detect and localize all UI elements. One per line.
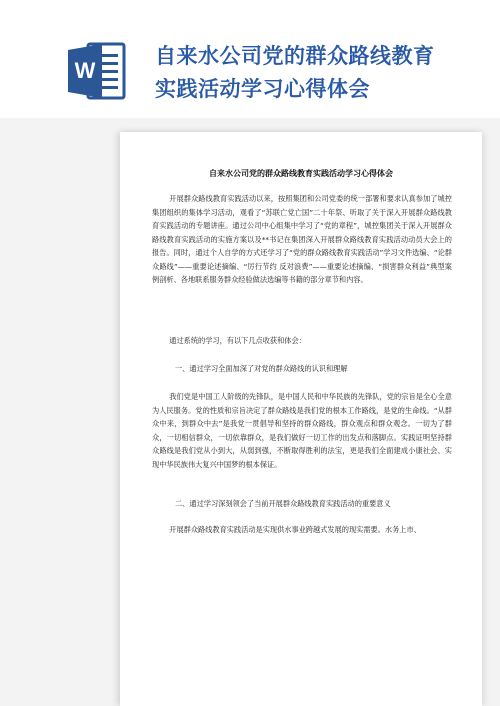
paragraph-section-1: 我们党是中国工人阶级的先锋队，是中国人民和中华民族的先锋队，党的宗旨是全心全意为人民服务。党的性质和宗旨决定了群众路线是我们党的根本工作路线，是党的生命线。“从群众中来，到群众中去”是我党一贯倡导和坚持的群众路线，群众观点和群众观念。一切为了群众，一切相信群众，一切依靠群众，是我们做好一切工作的出发点和落脚点。实践证明坚持群众路线是我们党从小到大，从弱到强，不断取得胜利的法宝，更是我们全面建成小康社会、实现中华民族伟大复兴中国梦的根本保证。 — [152, 392, 452, 469]
paragraph-intro: 开展群众路线教育实践活动以来，按照集团和公司党委的统一部署和要求认真参加了城控集团组织的集体学习活动，观看了“苏联亡党亡国”二十年祭、听取了关于深入开展群众路线教育实践活动的专题讲座。通过公司中心组集中学习了“党的章程”，城控集团关于深入开展群众路线教育实践活动的实施方案以及**书记在集团深入开展群众路线教育实践活动动员大会上的报告。同时，通过个人自学的方式还学习了“党的群众路线教育实践活动”学习文件选编、“论群众路线”——重要论述摘编、“厉行节约 反对浪费”——重要论述摘编、“损害群众利益”典型案例剖析、各地联系服务群众经验做法选编等书籍的部分章节和内容。 — [152, 194, 452, 284]
document-title: 自来水公司党的群众路线教育实践活动学习心得体会 — [209, 169, 393, 178]
paragraph-section-2: 开展群众路线教育实践活动是实现供水事业跨越式发展的现实需要。水务上市、 — [169, 525, 421, 534]
title-line-2: 实践活动学习心得体会 — [155, 77, 370, 101]
word-icon-letter: W — [74, 58, 96, 83]
section-heading-1: 一、通过学习全面加深了对党的群众路线的认识和理解 — [175, 364, 348, 373]
word-document-icon — [66, 40, 128, 102]
title-line-1: 自来水公司党的群众路线教育 — [155, 44, 435, 68]
document-page — [120, 132, 482, 706]
paragraph-summary: 通过系统的学习，有以下几点收获和体会： — [169, 336, 306, 345]
header — [0, 0, 500, 118]
page-title — [155, 40, 485, 106]
section-heading-2: 二、通过学习深刻领会了当前开展群众路线教育实践活动的重要意义 — [175, 499, 391, 508]
